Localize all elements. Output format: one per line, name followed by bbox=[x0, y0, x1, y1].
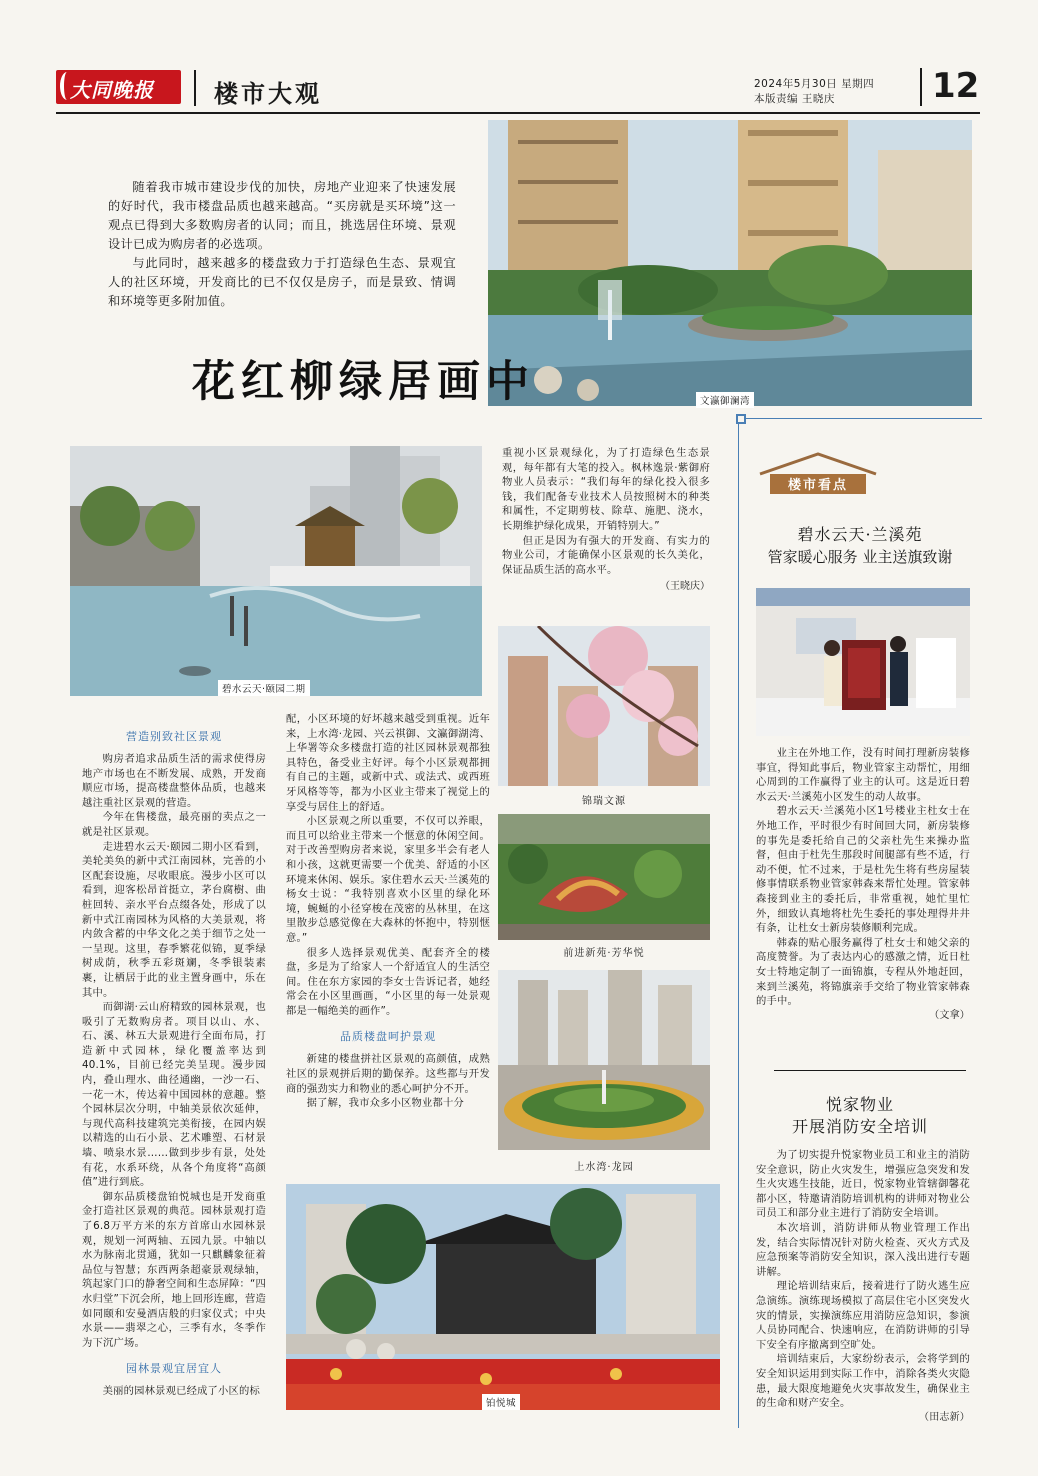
header-rule bbox=[56, 112, 980, 114]
page-editor: 本版责编 王晓庆 bbox=[754, 93, 835, 105]
photo-roundabout bbox=[498, 970, 710, 1150]
photo-wenying-yulanwan bbox=[488, 120, 972, 406]
headline: 花红柳绿居画中 bbox=[192, 357, 535, 407]
photo-fountain bbox=[70, 446, 482, 696]
logo-swoosh-icon bbox=[60, 72, 74, 100]
col2-body-1: 配，小区环境的好坏越来越受到重视。近年来，上水湾·龙园、兴云祺御、文瀛御湖湾、上华署等众多楼盘打造的社区园林景观都独具特色，备受业主好评。每个小区景观都拥有自己的主题，或新中式、或法式、或西班牙风格等等，都为小区业主带来了视觉上的享受与居住上的舒适。 小区景观之所以重要，不仅可以养眼，而且可以给业主带来一个惬意的休闲空间。对于改善型购房者来说，家里多半会有老人和小孩，这就更需要一个优美、舒适的小区环境来休闲、娱乐。家住碧水云天·兰溪苑的杨女士说：“我特别喜欢小区里的绿化环境，蜿蜒的小径穿梭在茂密的丛林里，在这里散步总感觉像在大森林的怀抱中，特别惬意。” 很多人选择景观优美、配套齐全的楼盘，多是为了给家人一个舒适宜人的生活空间。住在东方家园的李女士告诉记者，她经常会在小区里画画，“小区里的每一处景观都是一幅绝美的画作”。 bbox=[286, 713, 490, 1017]
story2-title-1: 悦家物业 bbox=[825, 1095, 894, 1114]
col3-credit: （王晓庆） bbox=[660, 581, 710, 593]
story1-body: 业主在外地工作，没有时间打理新房装修事宜，得知此事后，物业管家主动帮忙，用细心周到的工作赢得了业主的认可。这是近日碧水云天·兰溪苑小区发生的动人故事。 碧水云天·兰溪苑小区1号楼业主杜女士在外地工作，平时很少有时间回大同，新房装修的事先是委托给自己的父亲杜先生来操办监督，但由于杜先生那段时间腿部有些不适，行动不便，忙不过来，于是杜先生将有些房屋装修事情联系物业管家韩森来帮忙处理。管家韩森接到业主的委托后，非常重视，她忙里忙外，细致认真地将杜先生委托的事处理得井井有条，让杜女士新房装修顺利完成。 韩森的贴心服务赢得了杜女士和她父亲的高度赞誉。为了表达内心的感激之情，近日杜女士特地定制了一面锦旗，专程从外地赶回，来到兰溪苑，将锦旗亲手交给了物业管家韩森的手中。 （文拿） bbox=[756, 746, 970, 1023]
issue-date: 2024年5月30日 星期四 bbox=[754, 78, 875, 90]
col2 bbox=[286, 712, 490, 1111]
col1-heading-1: 营造别致社区景观 bbox=[126, 730, 222, 743]
lead-text: 随着我市城市建设步伐的加快，房地产业迎来了快速发展的好时代，我市楼盘品质也越来越高。“买房就是买环境”这一观点已得到大多数购房者的认同；而且，挑选居住环境、景观设计已成为购房者的必选项。 与此同时，越来越多的楼盘致力于打造绿色生态、景观宜人的社区环境，开发商比的已不仅仅是房子，而是景致、情调和环境等更多附加值。 bbox=[108, 180, 456, 308]
header-divider bbox=[194, 70, 196, 106]
sidebar-corner-icon bbox=[736, 414, 746, 424]
badge-label: 楼市看点 bbox=[787, 478, 848, 493]
story2-body: 为了切实提升悦家物业员工和业主的消防安全意识，防止火灾发生，增强应急突发和发生火灾逃生技能，近日，悦家物业管辖御馨花都小区，特邀请消防培训机构的讲师对物业公司员工和部分业主进行了消防安全培训。 本次培训，消防讲师从物业管理工作出发，结合实际情况针对防火检查、灭火方式及应急预案等消防安全知识，深入浅出进行专题讲解。 理论培训结束后，接着进行了防火逃生应急演练。演练现场模拟了高层住宅小区突发火灾的情景，实操演练应用消防应急知识，参演人员协同配合、快速响应，在消防讲师的引导下安全有序撤离到空旷处。 培训结束后，大家纷纷表示，会将学到的安全知识运用到实际工作中，消除各类火灾隐患，最大限度地避免火灾事故发生，确保业主的生命和财产安全。 （田志新） bbox=[756, 1148, 970, 1425]
story2-credit: （田志新） bbox=[919, 1411, 970, 1423]
page-number: 12 bbox=[932, 66, 980, 106]
col2-heading: 品质楼盘呵护景观 bbox=[340, 1030, 436, 1044]
story1-credit: （文拿） bbox=[929, 1009, 970, 1021]
caption-roundabout: 上水湾·龙园 bbox=[574, 1162, 634, 1173]
page-number-divider bbox=[920, 68, 922, 106]
caption-fountain: 碧水云天·颐园二期 bbox=[218, 680, 310, 696]
photo-garden bbox=[498, 814, 710, 940]
section-title: 楼市大观 bbox=[214, 79, 322, 108]
col1-body-2: 美丽的园林景观已经成了小区的标 bbox=[102, 1385, 261, 1398]
logo-text: 大同晚报 bbox=[70, 78, 154, 102]
caption-top: 文瀛御澜湾 bbox=[696, 392, 754, 408]
photo-blossom bbox=[498, 626, 710, 786]
col3 bbox=[502, 446, 710, 592]
caption-pavilion: 铂悦城 bbox=[482, 1394, 520, 1410]
story1-title-1: 碧水云天·兰溪苑 bbox=[797, 525, 923, 544]
masthead bbox=[56, 62, 980, 112]
photo-banner-handover bbox=[756, 588, 970, 736]
photo-pavilion bbox=[286, 1184, 720, 1410]
col1-body-1: 购房者追求品质生活的需求使得房地产市场也在不断发展、成熟，开发商顺应市场，提高楼盘整体品质，也越来越注重社区景观的营造。 今年在售楼盘，最亮丽的卖点之一就是社区景观。 走进碧水云天·颐园二期小区看到，美轮美奂的新中式江南园林，完善的小区配套设施，尽收眼底。漫步小区可以看到，迎客松昂首挺立，茅台腐樹、曲桩回转、亲水平台点缀各处，形成了以新中式江南园林为风格的大美景观，将内敛含蓄的中华文化之美于细节之处一一呈现。这里，春季繁花似锦，夏季绿树成荫，秋季五彩斑斓，冬季银装素裹，让栖居于此的业主置身画中，乐在其中。 而御湖·云山府精致的园林景观，也吸引了无数购房者。项目以山、水、石、溪、林五大景观进行全面布局，打造新中式园林，绿化覆盖率达到40.1%，目前已经完美呈现。漫步园内，叠山理水、曲径通幽，一沙一石、一花一木，传达着中国园林的意趣。整个园林层次分明，中轴美景依次延伸，与现代高科技建筑完美衔接，在园内娱以精选的山石小景、艺术雕塑、石材景墙、喷泉水景……做到步步有景，处处有花，水系环绕，从各个角度将“高颜值”进行到底。 御东品质楼盘铂悦城也是开发商重金打造社区景观的典范。园林景观打造了6.8万平方米的东方首席山水园林景观，规划一河两轴、五园九景。中轴以水为脉南北贯通，犹如一只麒麟象征着品位与智慧；东西两条超豪景观绿轴，筑起家门口的静奢空间和生态屏障：“四水归堂”下沉会所，地上回形连廊，营造如同颐和安曼酒店般的归家仪式；中央水景——翡翠之心，三季有水，冬季作为下沉广场。 bbox=[82, 753, 266, 1349]
caption-blossom: 锦瑞文源 bbox=[582, 796, 626, 807]
col1-heading-2: 园林景观宜居宜人 bbox=[126, 1362, 222, 1376]
col1 bbox=[82, 728, 266, 1399]
caption-garden: 前进新苑·芳华悦 bbox=[563, 948, 645, 959]
col3-body: 重视小区景观绿化，为了打造绿色生态景观，每年都有大笔的投入。枫林逸景·紫御府物业人员表示：“我们每年的绿化投入很多钱，我们配备专业技术人员按照树木的种类和属性，不定期剪枝、除草、施肥、浇水，长期维护绿化成果，开销特别大。” 但正是因为有强大的开发商、有实力的物业公司，才能确保小区景观的长久美化，保证品质生活的高水平。 bbox=[502, 447, 710, 576]
col2-body-2: 新建的楼盘拼社区景观的高颜值，成熟社区的景观拼后期的勤保养。这些都与开发商的强劲实力和物业的悉心呵护分不开。 据了解，我市众多小区物业都十分 bbox=[286, 1053, 490, 1110]
sidebar-divider bbox=[774, 1070, 966, 1071]
story2-title-2: 开展消防安全培训 bbox=[791, 1117, 928, 1136]
story1-title-2: 管家暖心服务 业主送旗致谢 bbox=[767, 548, 953, 566]
